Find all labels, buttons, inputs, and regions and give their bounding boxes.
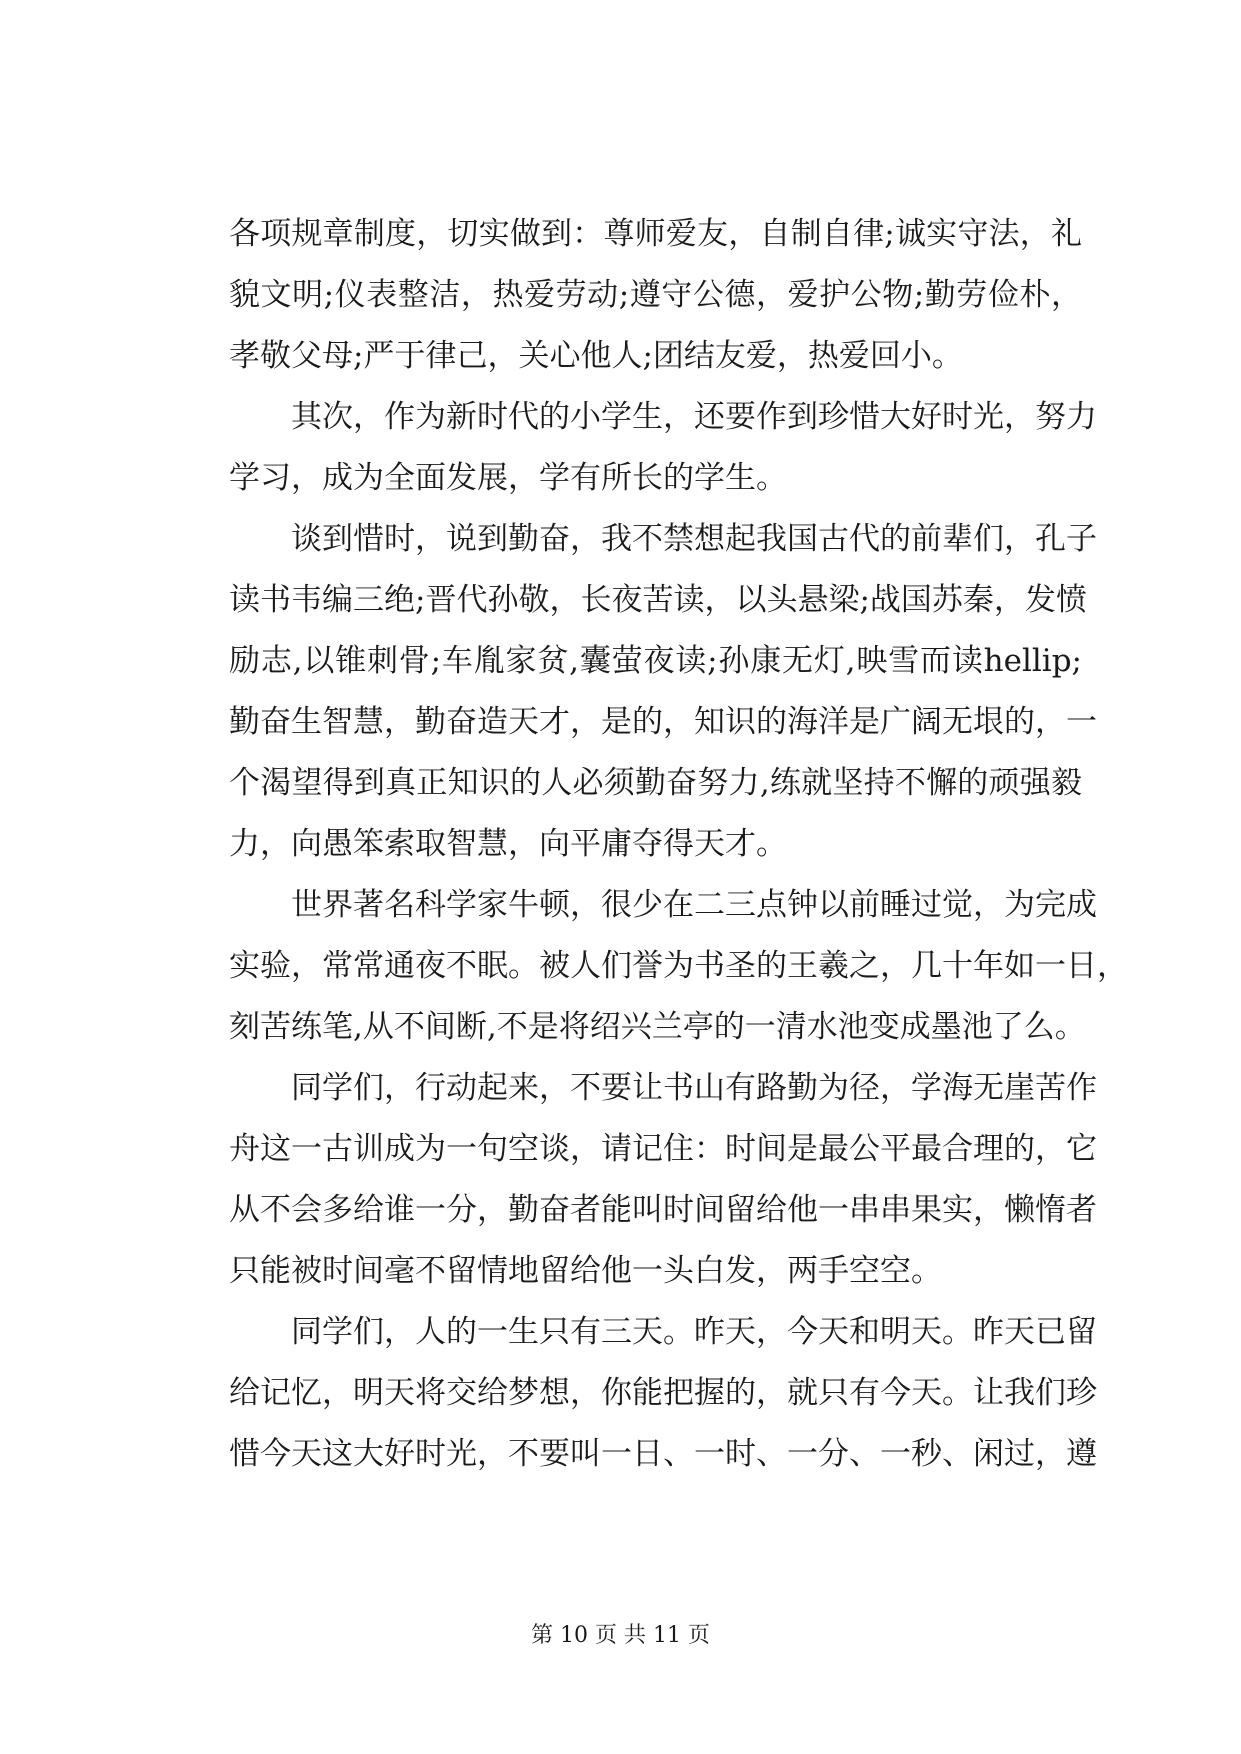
text-line: 各项规章制度，切实做到：尊师爱友，自制自律;诚实守法，礼	[229, 216, 1082, 252]
text-line: 励志,以锥刺骨;车胤家贫,囊萤夜读;孙康无灯,映雪而读hellip;	[229, 643, 1082, 679]
text-line: 貌文明;仪表整洁，热爱劳动;遵守公德，爱护公物;勤劳俭朴，	[229, 277, 1082, 313]
document-body-text	[229, 204, 1128, 1485]
text-line: 世界著名科学家牛顿，很少在二三点钟以前睡过觉，为完成	[229, 887, 1097, 923]
text-line: 同学们，人的一生只有三天。昨天，今天和明天。昨天已留	[229, 1314, 1097, 1350]
text-line: 给记忆，明天将交给梦想，你能把握的，就只有今天。让我们珍	[229, 1375, 1097, 1411]
text-line: 其次，作为新时代的小学生，还要作到珍惜大好时光，努力	[229, 399, 1097, 435]
text-line: 谈到惜时，说到勤奋，我不禁想起我国古代的前辈们，孔子	[229, 521, 1097, 557]
text-line: 学习，成为全面发展，学有所长的学生。	[229, 460, 787, 496]
text-line: 从不会多给谁一分，勤奋者能叫时间留给他一串串果实，懒惰者	[229, 1192, 1097, 1228]
text-line: 只能被时间毫不留情地留给他一头白发，两手空空。	[229, 1253, 942, 1289]
text-line: 勤奋生智慧，勤奋造天才，是的，知识的海洋是广阔无垠的，一	[229, 704, 1097, 740]
text-line: 力，向愚笨索取智慧，向平庸夺得天才。	[229, 826, 787, 862]
text-line: 个渴望得到真正知识的人必须勤奋努力,练就坚持不懈的顽强毅	[229, 765, 1082, 801]
text-line: 读书韦编三绝;晋代孙敬，长夜苦读，以头悬梁;战国苏秦，发愤	[229, 582, 1087, 618]
text-line: 同学们，行动起来，不要让书山有路勤为径，学海无崖苦作	[229, 1070, 1097, 1106]
text-line: 舟这一古训成为一句空谈，请记住：时间是最公平最合理的，它	[229, 1131, 1097, 1167]
text-line: 实验，常常通夜不眠。被人们誉为书圣的王羲之，几十年如一日，	[229, 948, 1128, 984]
text-line: 刻苦练笔,从不间断,不是将绍兴兰亭的一清水池变成墨池了么。	[229, 1009, 1086, 1045]
text-line: 惜今天这大好时光，不要叫一日、一时、一分、一秒、闲过，遵	[229, 1436, 1097, 1472]
page-number-footer: 第 10 页 共 11 页	[531, 1623, 710, 1648]
text-line: 孝敬父母;严于律己，关心他人;团结友爱，热爱回小。	[229, 338, 963, 374]
